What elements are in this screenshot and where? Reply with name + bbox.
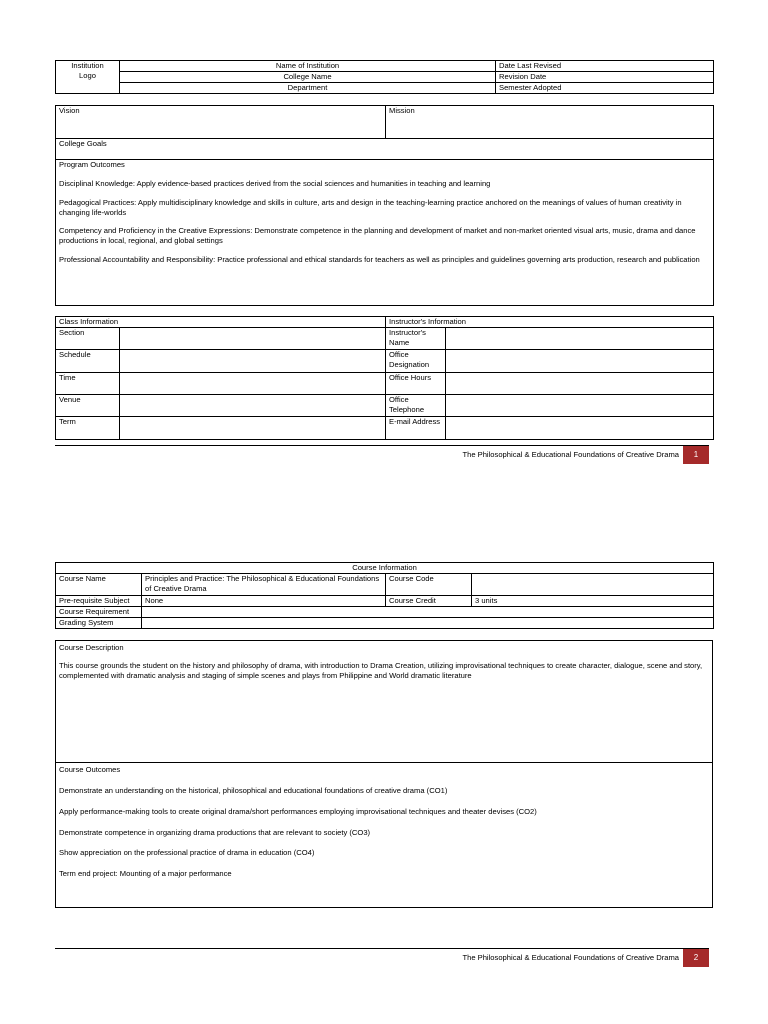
class-information-table <box>55 316 713 440</box>
program-outcome-1: Disciplinal Knowledge: Apply evidence-based practices derived from the social sciences and humanities in teaching and learning <box>59 178 491 188</box>
vision-mission-table <box>55 105 713 306</box>
course-outcome-2: Apply performance-making tools to create original drama/short performances employing improvisational techniques and theater devises (CO2) <box>59 806 537 816</box>
course-credit-label: Course Credit <box>386 596 472 607</box>
program-outcome-3: Competency and Proficiency in the Creative Expressions: Demonstrate competence in the planning and development of market and non-market oriented visual arts, music, drama and dance productions in local, regional, and global settings <box>59 226 696 246</box>
grading-system-label: Grading System <box>56 618 142 629</box>
course-description-box <box>55 640 713 763</box>
course-requirement-value <box>142 607 714 618</box>
time-value <box>120 373 386 395</box>
prerequisite-label: Pre-requisite Subject <box>56 596 142 607</box>
term-label: Term <box>56 417 120 440</box>
vision-label: Vision <box>59 106 80 115</box>
program-outcomes-cell <box>56 160 714 306</box>
venue-label: Venue <box>56 395 120 417</box>
page-footer-2 <box>55 948 709 967</box>
course-description-title: Course Description <box>59 643 124 652</box>
office-hours-label: Office Hours <box>386 373 446 395</box>
venue-value <box>120 395 386 417</box>
term-value <box>120 417 386 440</box>
name-of-institution: Name of Institution <box>120 61 496 72</box>
institution-logo-cell <box>56 61 120 94</box>
course-credit-value: 3 units <box>472 596 714 607</box>
course-outcome-4: Show appreciation on the professional practice of drama in education (CO4) <box>59 848 315 858</box>
instructor-name-label: Instructor's Name <box>386 328 446 350</box>
logo-line1: Institution <box>71 61 104 70</box>
section-label: Section <box>56 328 120 350</box>
semester-adopted: Semester Adopted <box>496 83 714 94</box>
course-code-value <box>472 574 714 596</box>
office-designation-label: Office Designation <box>386 350 446 373</box>
college-name: College Name <box>120 72 496 83</box>
page-number-badge: 2 <box>683 949 709 967</box>
office-telephone-label: Office Telephone <box>386 395 446 417</box>
page-footer-1 <box>55 445 709 464</box>
course-outcomes-box <box>55 762 713 908</box>
course-outcome-5: Term end project: Mounting of a major performance <box>59 869 232 879</box>
revision-date: Revision Date <box>496 72 714 83</box>
section-value <box>120 328 386 350</box>
email-address-label: E-mail Address <box>386 417 446 440</box>
logo-line2: Logo <box>79 70 96 80</box>
time-label: Time <box>56 373 120 395</box>
office-hours-value <box>446 373 714 395</box>
program-outcome-4: Professional Accountability and Responsibility: Practice professional and ethical standards for teachers as well as principles and guidelines governing arts production, research and publication <box>59 255 700 265</box>
course-description-text: This course grounds the student on the history and philosophy of drama, with introduction to Drama Creation, utilizing improvisational techniques to create character, dialogue, scene and story, complemented with dramatic analysis and staging of simple scenes and plays from Philippine and World dramatic literature <box>59 660 703 680</box>
course-outcome-1: Demonstrate an understanding on the historical, philosophical and educational foundations of creative drama (CO1) <box>59 785 448 795</box>
course-information-table <box>55 562 713 629</box>
course-name-label: Course Name <box>56 574 142 596</box>
program-outcomes-title: Program Outcomes <box>59 160 125 169</box>
footer-course-title: The Philosophical & Educational Foundations of Creative Drama <box>462 450 679 459</box>
program-outcome-2: Pedagogical Practices: Apply multidisciplinary knowledge and skills in culture, arts and design in the teaching-learning practice anchored on the meanings of values of human creativity in changing life-worlds <box>59 197 682 217</box>
institution-header-table <box>55 60 713 94</box>
prerequisite-value: None <box>142 596 386 607</box>
date-last-revised: Date Last Revised <box>496 61 714 72</box>
department: Department <box>120 83 496 94</box>
vision-cell <box>56 106 386 139</box>
email-address-value <box>446 417 714 440</box>
mission-cell <box>386 106 714 139</box>
course-outcome-3: Demonstrate competence in organizing drama productions that are relevant to society (CO3) <box>59 827 371 837</box>
office-telephone-value <box>446 395 714 417</box>
course-information-title: Course Information <box>56 563 714 574</box>
schedule-value <box>120 350 386 373</box>
office-designation-value <box>446 350 714 373</box>
course-code-label: Course Code <box>386 574 472 596</box>
instructor-name-value <box>446 328 714 350</box>
grading-system-value <box>142 618 714 629</box>
course-requirement-label: Course Requirement <box>56 607 142 618</box>
mission-label: Mission <box>389 106 415 115</box>
class-information-title: Class Information <box>56 317 386 328</box>
schedule-label: Schedule <box>56 350 120 373</box>
course-name-value: Principles and Practice: The Philosophical & Educational Foundations of Creative Drama <box>142 574 386 596</box>
college-goals-cell <box>56 139 714 160</box>
footer-course-title: The Philosophical & Educational Foundations of Creative Drama <box>462 953 679 962</box>
instructor-information-title: Instructor's Information <box>386 317 714 328</box>
page-number-badge: 1 <box>683 446 709 464</box>
course-outcomes-title: Course Outcomes <box>59 765 121 774</box>
college-goals-label: College Goals <box>59 139 107 148</box>
